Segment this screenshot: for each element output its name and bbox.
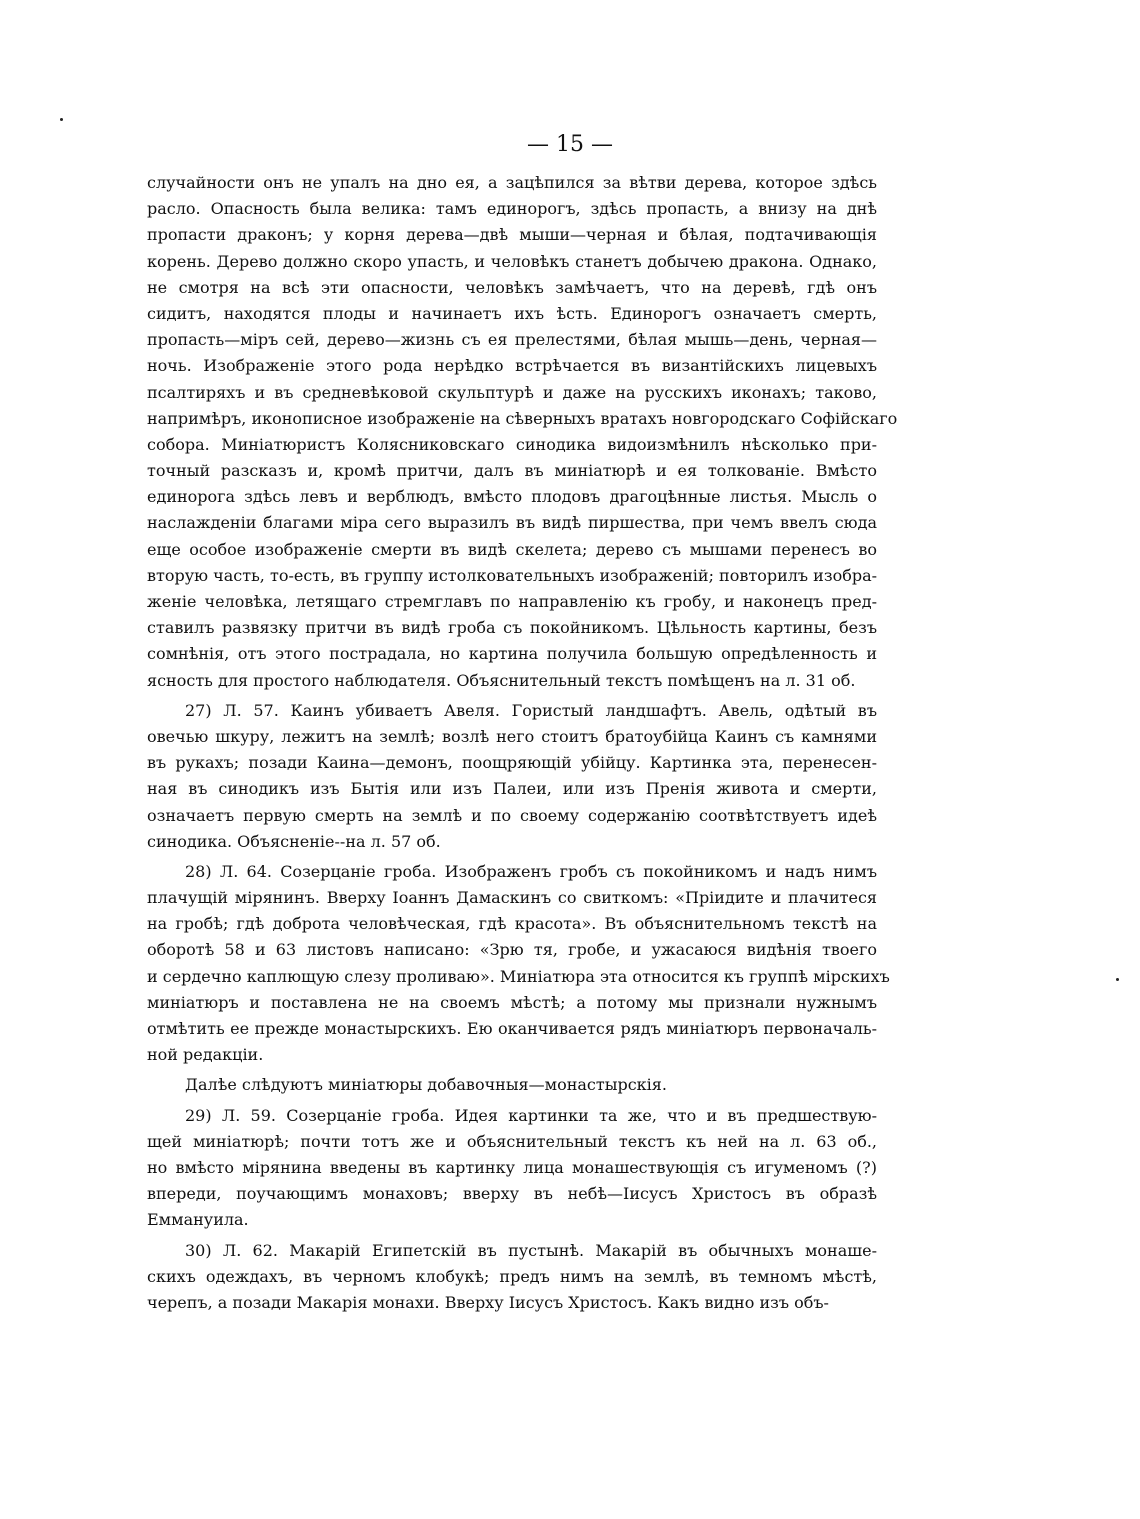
text-line: скихъ одеждахъ, въ черномъ клобукѣ; предъ нимъ на землѣ, въ темномъ мѣстѣ, [147, 1266, 877, 1286]
text-line: ясность для простого наблюдателя. Объяснительный текстъ помѣщенъ на л. 31 об. [147, 670, 856, 690]
text-line: плачущій мірянинъ. Вверху Іоаннъ Дамаскинъ со свиткомъ: «Пріидите и плачитеся [147, 888, 877, 908]
text-line: ной редакціи. [147, 1045, 264, 1065]
paragraph [147, 1103, 877, 1234]
text-line: сомнѣнія, отъ этого пострадала, но картина получила большую опредѣленность и [147, 644, 877, 664]
text-line: и сердечно каплющую слезу проливаю». Миніатюра эта относится къ группѣ мірскихъ [147, 966, 890, 986]
text-line: женіе человѣка, летящаго стремглавъ по направленію къ гробу, и наконецъ пред- [147, 592, 877, 611]
text-line: 30) Л. 62. Макарій Египетскій въ пустынѣ. Макарій въ обычныхъ монаше- [185, 1240, 877, 1260]
text-line: синодика. Объясненіе--на л. 57 об. [147, 831, 441, 851]
text-line: сидитъ, находятся плоды и начинаетъ ихъ ѣсть. Единорогъ означаетъ смерть, [147, 303, 877, 323]
text-line: отмѣтить ее прежде монастырскихъ. Ею оканчивается рядъ миніатюръ первоначаль- [147, 1019, 877, 1038]
text-line: впереди, поучающимъ монаховъ; вверху въ небѣ—Іисусъ Христосъ въ образѣ [147, 1184, 877, 1204]
page-number: — 15 — [527, 132, 613, 157]
text-line: точный разсказъ и, кромѣ притчи, далъ въ миніатюрѣ и ея толкованіе. Вмѣсто [147, 461, 877, 481]
body-text [147, 170, 898, 1316]
paragraph [147, 1072, 877, 1098]
text-line: наслажденіи благами міра сего выразилъ въ видѣ пиршества, при чемъ ввелъ сюда [147, 513, 877, 533]
text-line: означаетъ первую смерть на землѣ и по своему содержанію соотвѣтствуетъ идеѣ [147, 805, 877, 825]
text-line: расло. Опасность была велика: тамъ единорогъ, здѣсь пропасть, а внизу на днѣ [147, 199, 877, 219]
text-line: щей миніатюрѣ; почти тотъ же и объяснительный текстъ къ ней на л. 63 об., [147, 1131, 877, 1151]
paragraph [147, 170, 898, 694]
text-line: ночь. Изображеніе этого рода нерѣдко встрѣчается въ византійскихъ лицевыхъ [147, 356, 877, 376]
paragraph [147, 1238, 877, 1317]
scan-speck [1116, 978, 1119, 981]
text-line: Еммануила. [147, 1210, 249, 1230]
text-line: оборотѣ 58 и 63 листовъ написано: «Зрю тя, гробе, и ужасаюся видѣнія твоего [147, 940, 877, 960]
text-line: въ рукахъ; позади Каина—демонъ, поощряющій убійцу. Картинка эта, перенесен- [147, 753, 877, 773]
text-line: ставилъ развязку притчи въ видѣ гроба съ покойникомъ. Цѣльность картины, безъ [147, 618, 877, 638]
text-line: случайности онъ не упалъ на дно ея, а зацѣпился за вѣтви дерева, которое здѣсь [147, 173, 877, 192]
text-line: 29) Л. 59. Созерцаніе гроба. Идея картинки та же, что и въ предшествую- [185, 1105, 877, 1125]
text-line: еще особое изображеніе смерти въ видѣ скелета; дерево съ мышами перенесъ во [147, 539, 877, 559]
text-line: псалтиряхъ и въ средневѣковой скульптурѣ и даже на русскихъ иконахъ; таково, [147, 382, 877, 402]
text-line: единорога здѣсь левъ и верблюдъ, вмѣсто плодовъ драгоцѣнные листья. Мысль о [147, 487, 877, 507]
text-line: на гробѣ; гдѣ доброта человѣческая, гдѣ красота». Въ объяснительномъ текстѣ на [147, 914, 877, 934]
scan-speck [60, 118, 63, 121]
text-line: черепъ, а позади Макарія монахи. Вверху Іисусъ Христосъ. Какъ видно изъ объ- [147, 1292, 829, 1312]
text-line: но вмѣсто мірянина введены въ картинку лица монашествующія съ игуменомъ (?) [147, 1157, 877, 1177]
paragraph [147, 859, 890, 1069]
text-line: ная въ синодикъ изъ Бытія или изъ Палеи, или изъ Пренія живота и смерти, [147, 779, 877, 799]
text-line: пропасть—міръ сей, дерево—жизнь съ ея прелестями, бѣлая мышь—день, черная— [147, 330, 877, 350]
paragraph [147, 698, 877, 855]
text-line: 28) Л. 64. Созерцаніе гроба. Изображенъ гробъ съ покойникомъ и надъ нимъ [185, 861, 877, 881]
text-line: напримѣръ, иконописное изображеніе на сѣверныхъ вратахъ новгородскаго Софійскаго [147, 408, 898, 428]
text-line: 27) Л. 57. Каинъ убиваетъ Авеля. Гористый ландшафтъ. Авель, одѣтый въ [185, 700, 877, 720]
text-line: пропасти драконъ; у корня дерева—двѣ мыши—черная и бѣлая, подтачивающія [147, 225, 877, 245]
text-line: вторую часть, то-есть, въ группу истолковательныхъ изображеній; повторилъ изобра- [147, 565, 878, 585]
text-line: Далѣе слѣдуютъ миніатюры добавочныя—монастырскія. [185, 1075, 667, 1095]
text-line: овечью шкуру, лежитъ на землѣ; возлѣ него стоитъ братоубійца Каинъ съ камнями [147, 726, 877, 746]
text-line: миніатюръ и поставлена не на своемъ мѣстѣ; а потому мы признали нужнымъ [147, 992, 877, 1012]
text-line: не смотря на всѣ эти опасности, человѣкъ замѣчаетъ, что на деревѣ, гдѣ онъ [147, 277, 877, 297]
text-line: собора. Миніатюристъ Колясниковскаго синодика видоизмѣнилъ нѣсколько при- [147, 434, 877, 454]
text-line: корень. Дерево должно скоро упасть, и человѣкъ станетъ добычею дракона. Однако, [147, 251, 877, 271]
